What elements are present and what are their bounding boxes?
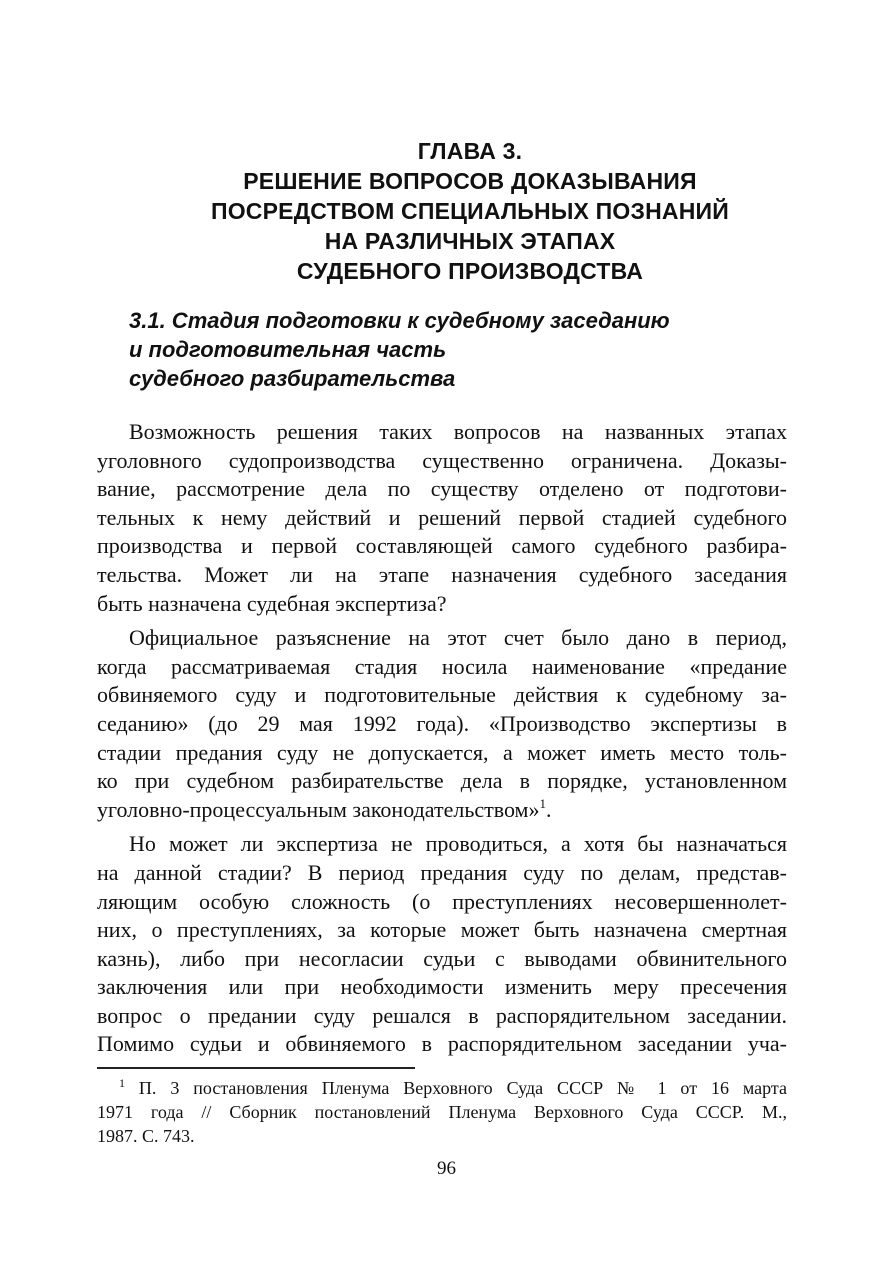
text-line: обвиняемого суду и подготовительные действия к судебному за- [97,682,787,708]
text-line: когда рассматриваемая стадия носила наименование «предание [97,653,787,679]
text-line: заключения или при необходимости изменить меру пресечения [97,974,787,1000]
text-line: Помимо судьи и обвиняемого в распорядительном заседании уча- [97,1031,787,1057]
body-text [97,418,787,1065]
paragraph-2 [97,624,787,824]
chapter-heading-line: ПОСРЕДСТВОМ СПЕЦИАЛЬНЫХ ПОЗНАНИЙ [210,198,729,224]
footnote-line [97,1076,787,1100]
text-line: них, о преступлениях, за которые может быть назначена смертная [97,917,787,943]
text-line-end: . [545,796,552,822]
text-line: Возможность решения таких вопросов на названных этапах [129,419,787,444]
footnote [97,1076,787,1148]
text-line: вопрос о предании суду решался в распорядительном заседании. [97,1002,787,1028]
section-heading [129,306,809,393]
text-line: быть назначена судебная экспертиза? [97,590,447,616]
paragraph-3 [97,830,787,1059]
footnote-line: 1987. С. 743. [97,1126,195,1146]
text-line: тельства. Может ли на этапе назначения судебного заседания [97,561,787,587]
paragraph-1 [97,418,787,618]
footnote-reference[interactable]: 1 [539,795,546,811]
text-line: тельных к нему действий и решений первой стадией судебного [97,504,787,530]
footnote-text: П. 3 постановления Пленума Верховного Суда СССР № 1 от 16 марта [138,1078,787,1098]
text-line: Но может ли экспертиза не проводиться, а хотя бы назначаться [129,831,787,857]
text-line [97,796,787,825]
chapter-heading-line: СУДЕБНОГО ПРОИЗВОДСТВА [296,258,644,284]
footnote-line: 1971 года // Сборник постановлений Пленума Верховного Суда СССР. М., [97,1102,787,1122]
text-line: вание, рассмотрение дела по существу отделено от подготови- [97,476,787,502]
text-line: седанию» (до 29 мая 1992 года). «Производство экспертизы в [97,710,787,736]
text-line: уголовного судопроизводства существенно ограничена. Доказы- [97,447,787,473]
section-heading-line: 3.1. Стадия подготовки к судебному заседанию [129,308,670,333]
footnote-mark: 1 [119,1076,125,1090]
text-line-content: уголовно-процессуальным законодательством» [97,796,540,822]
text-line: стадии предания суду не допускается, а может иметь место толь- [97,739,787,765]
text-line: ляющим особую сложность (о преступлениях несовершеннолет- [97,888,787,914]
text-line: Официальное разъяснение на этот счет было дано в период, [129,625,787,651]
text-line: производства и первой составляющей самого судебного разбира- [97,533,787,559]
section-heading-line: судебного разбирательства [129,366,456,391]
section-heading-line: и подготовительная часть [129,337,447,362]
text-line: казнь), либо при несогласии судьи с выводами обвинительного [97,945,787,971]
footnote-divider [97,1067,415,1069]
chapter-heading-line: НА РАЗЛИЧНЫХ ЭТАПАХ [324,228,616,254]
chapter-heading-line: ГЛАВА 3. [417,138,523,164]
chapter-heading-line: РЕШЕНИЕ ВОПРОСОВ ДОКАЗЫВАНИЯ [243,168,697,194]
page-number: 96 [437,1158,456,1179]
chapter-heading [120,136,820,286]
text-line: ко при судебном разбирательстве дела в порядке, установленном [97,768,787,794]
text-line: на данной стадии? В период предания суду по делам, представ- [97,859,787,885]
